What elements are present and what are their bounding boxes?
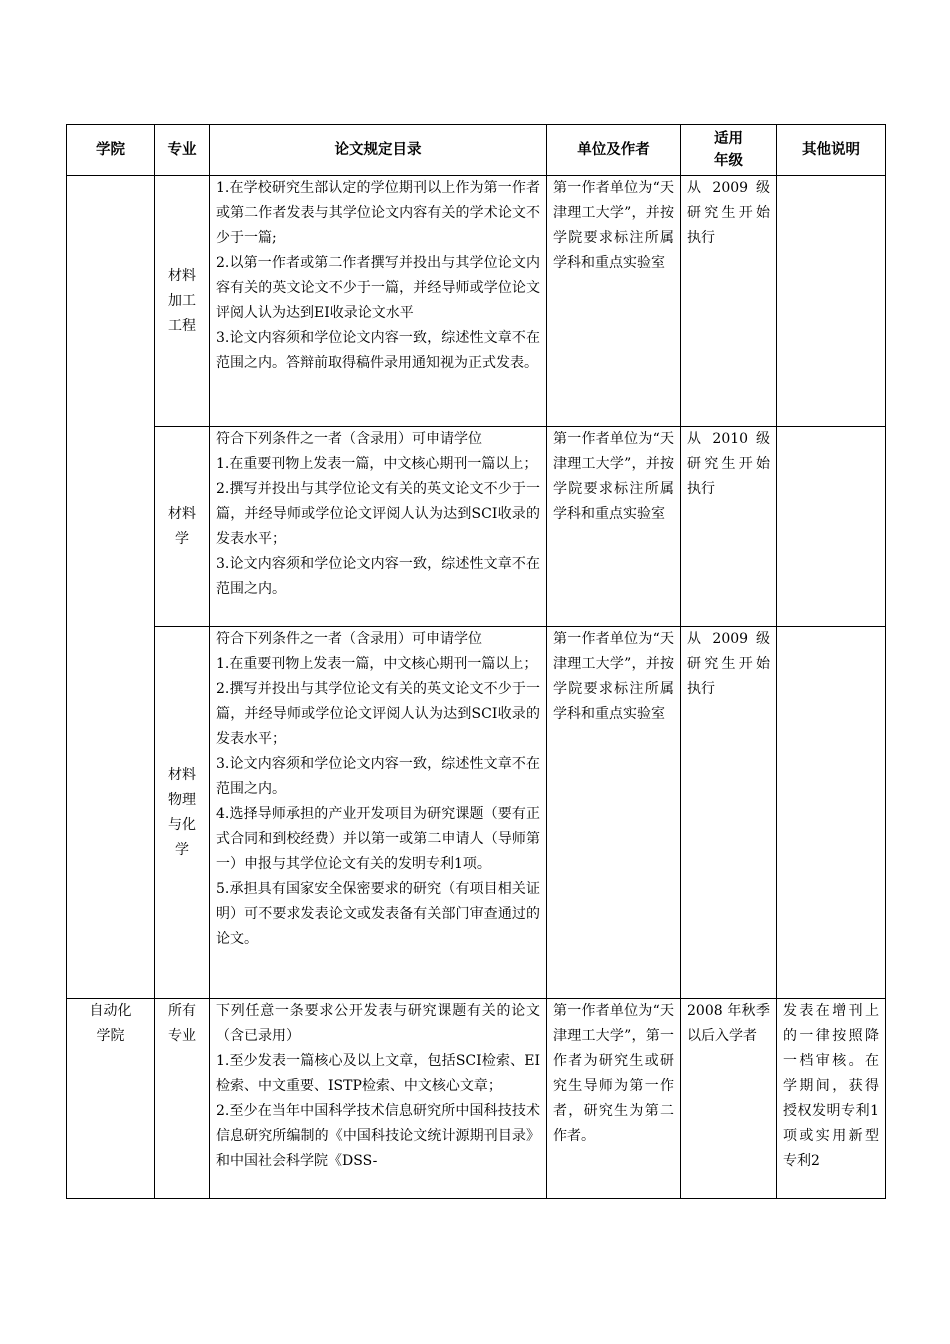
notes-cell: 发表在增刊上的一律按照降一档审核。在学期间，获得授权发明专利1项或实用新型专利2 [777, 999, 886, 1199]
catalog-item: 4.选择导师承担的产业开发项目为研究课题（要有正式合同和到校经费）并以第一或第二申请人（导师第一）申报与其学位论文有关的发明专利1项。 [216, 806, 540, 872]
catalog-item: 2.以第一作者或第二作者撰写并投出与其学位论文内容有关的英文论文不少于一篇，并经导师或学位论文评阅人认为达到EI收录论文水平 [216, 255, 540, 321]
catalog-item: 1.在重要刊物上发表一篇，中文核心期刊一篇以上； [216, 656, 538, 672]
major-text: 材料 加工 工程 [168, 267, 196, 334]
major-cell [155, 627, 210, 999]
catalog-item: 1.在重要刊物上发表一篇，中文核心期刊一篇以上； [216, 456, 538, 472]
major-cell [155, 176, 210, 427]
catalog-item: 符合下列条件之一者（含录用）可申请学位 [216, 431, 482, 447]
header-row [67, 125, 886, 176]
catalog-item: 下列任意一条要求公开发表与研究课题有关的论文（含已录用） [216, 1003, 540, 1044]
requirements-table [66, 124, 886, 1199]
catalog-item: 1.在学校研究生部认定的学位期刊以上作为第一作者或第二作者发表与其学位论文内容有关的学术论文不少于一篇; [216, 180, 540, 246]
major-cell [155, 427, 210, 627]
catalog-item: 2.撰写并投出与其学位论文有关的英文论文不少于一篇，并经导师或学位论文评阅人认为达到SCI收录的发表水平； [216, 481, 540, 547]
grade-cell: 从 2010 级研究生开始执行 [681, 427, 777, 627]
major-cell [155, 999, 210, 1199]
unit-cell: 第一作者单位为“天津理工大学”，并按学院要求标注所属学科和重点实验室 [547, 427, 681, 627]
catalog-item: 2.撰写并投出与其学位论文有关的英文论文不少于一篇，并经导师或学位论文评阅人认为达到SCI收录的发表水平； [216, 681, 540, 747]
header-grade-line1: 适用 [714, 131, 743, 147]
unit-cell: 第一作者单位为“天津理工大学”，并按学院要求标注所属学科和重点实验室 [547, 176, 681, 427]
header-college: 学院 [67, 125, 155, 176]
grade-cell: 2008 年秋季以后入学者 [681, 999, 777, 1199]
catalog-item: 3.论文内容须和学位论文内容一致，综述性文章不在范围之内。 [216, 756, 540, 797]
notes-cell [777, 627, 886, 999]
major-text: 所有 专业 [168, 1003, 196, 1044]
notes-cell [777, 176, 886, 427]
header-notes: 其他说明 [777, 125, 886, 176]
catalog-item: 2.至少在当年中国科学技术信息研究所中国科技技术信息研究所编制的《中国科技论文统计源期刊目录》和中国社会科学院《DSS- [216, 1103, 540, 1169]
catalog-cell [210, 427, 547, 627]
unit-cell: 第一作者单位为“天津理工大学”，第一作者为研究生或研究生导师为第一作者，研究生为第二作者。 [547, 999, 681, 1199]
table-row [67, 176, 886, 427]
header-catalog: 论文规定目录 [210, 125, 547, 176]
header-grade-line2: 年级 [714, 153, 743, 169]
catalog-cell [210, 999, 547, 1199]
header-grade [681, 125, 777, 176]
catalog-cell [210, 627, 547, 999]
college-cell [67, 999, 155, 1199]
header-unit: 单位及作者 [547, 125, 681, 176]
catalog-item: 3.论文内容须和学位论文内容一致，综述性文章不在范围之内。答辩前取得稿件录用通知视为正式发表。 [216, 330, 540, 371]
unit-cell: 第一作者单位为“天津理工大学”，并按学院要求标注所属学科和重点实验室 [547, 627, 681, 999]
grade-cell: 从 2009 级研究生开始执行 [681, 627, 777, 999]
catalog-item: 符合下列条件之一者（含录用）可申请学位 [216, 631, 482, 647]
notes-cell [777, 427, 886, 627]
catalog-item: 3.论文内容须和学位论文内容一致，综述性文章不在范围之内。 [216, 556, 540, 597]
table-row [67, 999, 886, 1199]
table-row [67, 627, 886, 999]
college-cell [67, 176, 155, 999]
college-text: 自动化 学院 [89, 1003, 132, 1044]
catalog-cell [210, 176, 547, 427]
grade-cell: 从 2009 级研究生开始执行 [681, 176, 777, 427]
major-text: 材料 学 [168, 505, 196, 547]
catalog-item: 5.承担具有国家安全保密要求的研究（有项目相关证明）可不要求发表论文或发表备有关部门审查通过的论文。 [216, 881, 540, 947]
header-major: 专业 [155, 125, 210, 176]
catalog-item: 1.至少发表一篇核心及以上文章，包括SCI检索、EI检索、中文重要、ISTP检索、中文核心文章； [216, 1053, 540, 1094]
table-row [67, 427, 886, 627]
major-text: 材料 物理 与化 学 [168, 766, 196, 858]
